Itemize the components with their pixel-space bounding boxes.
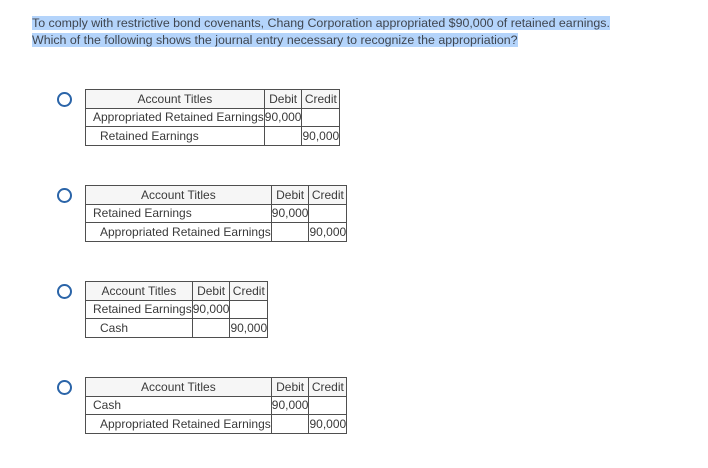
header-account-titles: Account Titles bbox=[86, 186, 272, 205]
credit-amount: 90,000 bbox=[309, 223, 347, 242]
debit-amount-empty bbox=[192, 319, 230, 338]
credit-amount-empty bbox=[230, 300, 268, 319]
debit-account: Retained Earnings bbox=[86, 204, 272, 223]
credit-amount: 90,000 bbox=[230, 319, 268, 338]
question-line-1: To comply with restrictive bond covenants, Chang Corporation appropriated $90,000 of retained earnings. bbox=[32, 16, 610, 30]
table-row-credit bbox=[86, 319, 268, 338]
radio-button-option-4[interactable] bbox=[57, 380, 72, 395]
header-credit: Credit bbox=[302, 90, 340, 109]
debit-amount: 90,000 bbox=[192, 300, 230, 319]
header-credit: Credit bbox=[230, 282, 268, 301]
header-debit: Debit bbox=[192, 282, 230, 301]
header-debit: Debit bbox=[271, 378, 309, 397]
table-header-row bbox=[86, 282, 268, 301]
journal-entry-table-4 bbox=[85, 377, 347, 434]
radio-button-option-1[interactable] bbox=[57, 92, 72, 107]
table-row-debit bbox=[86, 108, 340, 127]
header-debit: Debit bbox=[264, 90, 302, 109]
debit-amount: 90,000 bbox=[264, 108, 302, 127]
journal-entry-table-3 bbox=[85, 281, 268, 338]
header-account-titles: Account Titles bbox=[86, 378, 272, 397]
header-account-titles: Account Titles bbox=[86, 282, 193, 301]
credit-amount: 90,000 bbox=[309, 415, 347, 434]
table-row-debit bbox=[86, 396, 347, 415]
radio-button-option-3[interactable] bbox=[57, 284, 72, 299]
debit-account: Appropriated Retained Earnings bbox=[86, 108, 265, 127]
credit-account: Appropriated Retained Earnings bbox=[86, 223, 272, 242]
table-row-debit bbox=[86, 300, 268, 319]
debit-amount: 90,000 bbox=[271, 204, 309, 223]
table-header-row bbox=[86, 90, 340, 109]
table-header-row bbox=[86, 186, 347, 205]
table-row-credit bbox=[86, 223, 347, 242]
credit-account: Retained Earnings bbox=[86, 127, 265, 146]
debit-account: Retained Earnings bbox=[86, 300, 193, 319]
header-debit: Debit bbox=[271, 186, 309, 205]
debit-amount-empty bbox=[264, 127, 302, 146]
debit-account: Cash bbox=[86, 396, 272, 415]
debit-amount-empty bbox=[271, 415, 309, 434]
header-credit: Credit bbox=[309, 378, 347, 397]
table-row-credit bbox=[86, 415, 347, 434]
credit-account: Cash bbox=[86, 319, 193, 338]
journal-entry-table-1 bbox=[85, 89, 340, 146]
question-text bbox=[32, 15, 692, 49]
journal-entry-table-2 bbox=[85, 185, 347, 242]
table-header-row bbox=[86, 378, 347, 397]
table-row-debit bbox=[86, 204, 347, 223]
credit-amount: 90,000 bbox=[302, 127, 340, 146]
question-line-2: Which of the following shows the journal entry necessary to recognize the appropriation? bbox=[32, 33, 518, 47]
header-credit: Credit bbox=[309, 186, 347, 205]
credit-amount-empty bbox=[302, 108, 340, 127]
header-account-titles: Account Titles bbox=[86, 90, 265, 109]
debit-amount-empty bbox=[271, 223, 309, 242]
credit-amount-empty bbox=[309, 396, 347, 415]
credit-account: Appropriated Retained Earnings bbox=[86, 415, 272, 434]
credit-amount-empty bbox=[309, 204, 347, 223]
debit-amount: 90,000 bbox=[271, 396, 309, 415]
table-row-credit bbox=[86, 127, 340, 146]
radio-button-option-2[interactable] bbox=[57, 188, 72, 203]
